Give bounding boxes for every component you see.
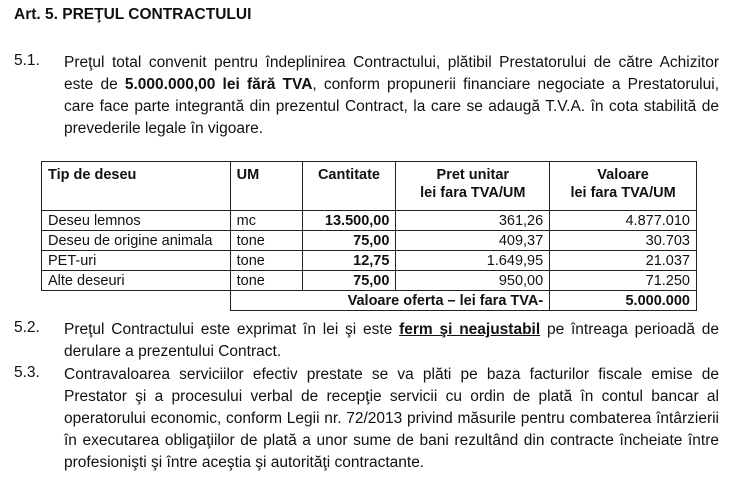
table-row bbox=[42, 251, 697, 271]
cell-value: 21.037 bbox=[550, 251, 697, 271]
cell-value: 30.703 bbox=[550, 231, 697, 251]
total-label: Valoare oferta – lei fara TVA- bbox=[230, 291, 550, 311]
cell-unit: tone bbox=[230, 251, 302, 271]
paragraph-5-1-text-b: , conform propunerii financiare negociate a Prestatorului, care face parte integrantă din prezentul Contract, la care se adaugă T.V.A. în cota stabilită de prevederile legale în vigoare. bbox=[64, 76, 719, 137]
cell-waste-type: PET-uri bbox=[42, 251, 231, 271]
cell-quantity: 75,00 bbox=[302, 231, 396, 251]
col-header-value: Valoare lei fara TVA/UM bbox=[550, 162, 697, 211]
paragraph-5-1-text-a: Preţul total convenit pentru îndeplinirea Contractului, plătibil Prestatorului de către Achizitor este de bbox=[64, 54, 719, 93]
cell-value: 71.250 bbox=[550, 271, 697, 291]
paragraph-5-2 bbox=[64, 319, 719, 363]
cell-unit-price: 361,26 bbox=[396, 211, 550, 231]
waste-price-table bbox=[41, 161, 697, 311]
table-header-row bbox=[42, 162, 697, 211]
cell-unit-price: 1.649,95 bbox=[396, 251, 550, 271]
cell-waste-type: Deseu lemnos bbox=[42, 211, 231, 231]
section-number-5-2: 5.2. bbox=[14, 319, 40, 336]
cell-unit-price: 409,37 bbox=[396, 231, 550, 251]
col-header-quantity: Cantitate bbox=[302, 162, 396, 211]
cell-waste-type: Alte deseuri bbox=[42, 271, 231, 291]
cell-unit: tone bbox=[230, 271, 302, 291]
section-number-5-1: 5.1. bbox=[14, 52, 40, 69]
cell-unit-price: 950,00 bbox=[396, 271, 550, 291]
paragraph-5-3: Contravaloarea serviciilor efectiv prestate se va plăti pe baza facturilor fiscale emise de Prestator şi a procesului verbal de recepţie servicii cu ordin de plată în contul bancar al operatorului economic, conform Legii nr. 72/2013 privind măsurile pentru combaterea întârzierii în executarea obligaţiilor de plată a unor sume de bani rezultând din contracte încheiate între profesionişti şi între aceştia şi autorităţi contractante. bbox=[64, 366, 719, 471]
cell-quantity: 75,00 bbox=[302, 271, 396, 291]
paragraph-5-1 bbox=[64, 52, 719, 140]
col-header-unit-price: Pret unitar lei fara TVA/UM bbox=[396, 162, 550, 211]
table-row bbox=[42, 271, 697, 291]
cell-unit: tone bbox=[230, 231, 302, 251]
col-header-waste-type: Tip de deseu bbox=[42, 162, 231, 211]
table-row bbox=[42, 231, 697, 251]
cell-quantity: 12,75 bbox=[302, 251, 396, 271]
contract-price-amount: 5.000.000,00 lei fără TVA bbox=[124, 76, 313, 93]
article-title: Art. 5. PREŢUL CONTRACTULUI bbox=[14, 6, 252, 23]
paragraph-5-2-text-a: Preţul Contractului este exprimat în lei şi este bbox=[64, 321, 400, 338]
total-value: 5.000.000 bbox=[550, 291, 697, 311]
cell-unit: mc bbox=[230, 211, 302, 231]
paragraph-5-2-text-b: pe întreaga perioadă de derulare a prezentului Contract. bbox=[64, 321, 719, 360]
cell-value: 4.877.010 bbox=[550, 211, 697, 231]
table-row bbox=[42, 211, 697, 231]
cell-waste-type: Deseu de origine animala bbox=[42, 231, 231, 251]
col-header-unit: UM bbox=[230, 162, 302, 211]
firm-price-emphasis: ferm şi neajustabil bbox=[399, 321, 541, 338]
cell-quantity: 13.500,00 bbox=[302, 211, 396, 231]
table-total-row bbox=[42, 291, 697, 311]
section-number-5-3: 5.3. bbox=[14, 364, 40, 381]
